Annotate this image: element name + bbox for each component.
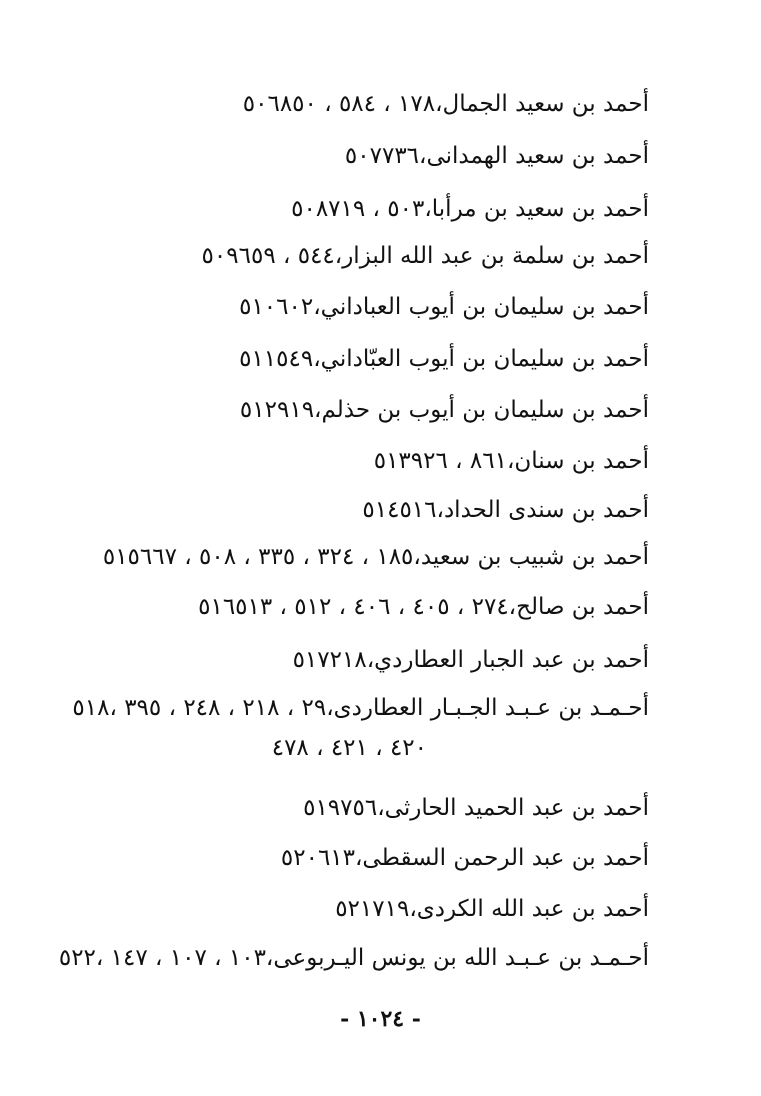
index-entry-514	[349, 490, 649, 530]
entry-text: أحمد بن سعيد الجمال،١٧٨ ، ٥٨٤ ، ٨٥٠	[279, 91, 649, 117]
index-entry-519	[290, 788, 649, 828]
index-entry-516	[185, 587, 649, 627]
entry-number: ٥١٦	[198, 594, 236, 620]
entry-number: ٥١٩	[303, 795, 341, 821]
index-entry-515	[90, 537, 649, 577]
entry-text: أحمد بن عبد الجبار العطاردي،٢١٨	[329, 647, 649, 673]
index-entry-517	[280, 640, 649, 680]
entry-text: أحمد بن سليمان بن أيوب العباداني،٦٠٢	[276, 294, 649, 320]
entry-number: ٥١١	[239, 346, 277, 372]
entry-text: أحمد بن سعيد الهمدانى،٧٣٦	[381, 143, 649, 169]
entry-text: أحمد بن صالح،٢٧٤ ، ٤٠٥ ، ٤٠٦ ، ٥١٢ ، ٥١٣	[235, 594, 649, 620]
entry-text: أحمد بن سندى الحداد،٥١٦	[399, 497, 649, 523]
index-entry-506	[230, 84, 649, 124]
index-entry-512	[227, 390, 649, 430]
page-number: - ١٠٢٤ -	[340, 1006, 421, 1032]
index-entry-513	[361, 441, 649, 481]
index-entry-522	[46, 938, 649, 978]
entry-text: أحـمـد بن عـبـد الجـبـار العطاردى،٢٩ ، ٢١٨ ، ٢٤٨ ، ٣٩٥ ،	[109, 695, 649, 721]
index-entry-520	[268, 838, 649, 878]
entry-number: ٥١٤	[362, 497, 400, 523]
entry-number: ٥٠٧	[344, 143, 382, 169]
entry-text: أحـمـد بن عـبـد الله بن يونس اليـربوعى،١٠٣ ، ١٠٧ ، ١٤٧ ،	[95, 945, 649, 971]
entry-text: أحمد بن سليمان بن أيوب بن حذلم،٩١٩	[276, 397, 649, 423]
entry-text: أحمد بن عبد الحميد الحارثى،٧٥٦	[340, 795, 649, 821]
entry-text: أحمد بن سلمة بن عبد الله البزار،٥٤٤ ، ٦٥٩	[238, 243, 649, 269]
index-entry-507	[332, 136, 649, 176]
entry-number: ٥١٥	[102, 544, 140, 570]
index-entry-509	[189, 236, 649, 276]
entry-text: أحمد بن عبد الله الكردى،٧١٩	[372, 896, 649, 922]
entry-number: ٥١٢	[239, 397, 277, 423]
entry-text: أحمد بن شبيب بن سعيد،١٨٥ ، ٣٢٤ ، ٣٣٥ ، ٥٠٨ ، ٦٦٧	[139, 544, 649, 570]
index-entry-508	[278, 189, 649, 229]
entry-number: ٥١٠	[239, 294, 277, 320]
entry-number: ٥١٧	[292, 647, 330, 673]
index-entry-510	[226, 287, 649, 327]
entry-number: ٥٢٠	[280, 845, 318, 871]
entry-number: ٥٠٦	[242, 91, 280, 117]
entry-number: ٥٠٨	[291, 196, 329, 222]
entry-number: ٥١٨	[72, 695, 110, 721]
entry-number: ٥٢٢	[58, 945, 96, 971]
entry-number: ٥٠٩	[201, 243, 239, 269]
entry-number: ٥١٣	[373, 448, 411, 474]
index-entry-521	[322, 889, 649, 929]
entry-text: أحمد بن سنان،٨٦١ ، ٩٢٦	[410, 448, 649, 474]
entry-text: أحمد بن سعيد بن مرأبا،٥٠٣ ، ٧١٩	[328, 196, 649, 222]
index-entry-511	[226, 339, 649, 379]
entry-text: أحمد بن سليمان بن أيوب العبّاداني،٥٤٩	[276, 346, 649, 372]
entry-number: ٥٢١	[335, 896, 373, 922]
entry-text: أحمد بن عبد الرحمن السقطى،٦١٣	[317, 845, 649, 871]
index-entry-518	[59, 688, 649, 728]
entry-518-continuation: ٤٢٠ ، ٤٢١ ، ٤٧٨	[271, 735, 427, 761]
